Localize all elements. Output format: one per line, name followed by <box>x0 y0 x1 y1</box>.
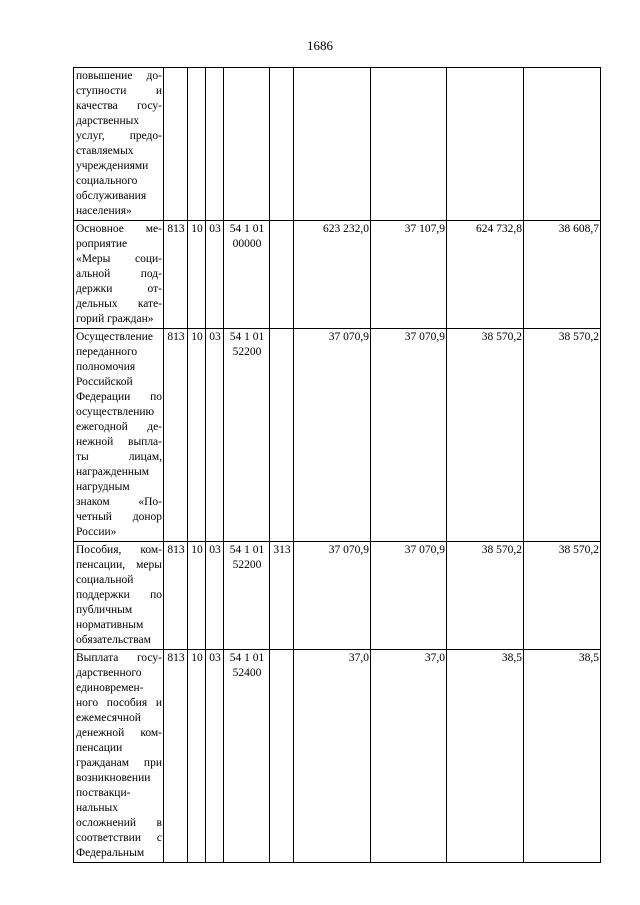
ministry-code-cell: 813 <box>164 542 188 650</box>
amount-cell-1: 37 070,9 <box>294 329 371 542</box>
amount-cell-3: 38,5 <box>447 650 524 863</box>
expense-type-cell: 313 <box>270 542 294 650</box>
subsection-code-cell: 03 <box>206 329 224 542</box>
ministry-code-cell: 813 <box>164 221 188 329</box>
amount-cell-2: 37,0 <box>371 650 447 863</box>
amount-cell-4: 38 570,2 <box>524 542 601 650</box>
ministry-code-cell: 813 <box>164 329 188 542</box>
budget-table <box>73 67 601 863</box>
target-article-cell <box>224 329 270 542</box>
section-code-cell <box>188 68 206 221</box>
target-article-part2: 52400 <box>232 667 262 679</box>
amount-cell-4: 38,5 <box>524 650 601 863</box>
target-article-part1: 54 1 01 <box>229 652 265 664</box>
target-article-cell <box>224 650 270 863</box>
row-name-cell: повышение до-ступности и качества госу-дарственных услуг, предо-ставляемых учреждениями социального обслуживания населения» <box>74 68 164 221</box>
row-name-cell: Пособия, ком-пенсации, меры социальной поддержки по публичным нормативным обязательствам <box>74 542 164 650</box>
subsection-code-cell <box>206 68 224 221</box>
expense-type-cell <box>270 221 294 329</box>
table-row <box>74 650 601 863</box>
row-name-cell: Основное ме-роприятие «Меры соци-альной под-держки от-дельных кате-горий граждан» <box>74 221 164 329</box>
table-row <box>74 221 601 329</box>
target-article-part2: 00000 <box>232 238 262 250</box>
target-article-cell <box>224 221 270 329</box>
target-article-part1: 54 1 01 <box>229 331 265 343</box>
amount-cell-3 <box>447 68 524 221</box>
target-article-cell <box>224 542 270 650</box>
target-article-part1: 54 1 01 <box>229 223 265 235</box>
page-number: 1686 <box>307 38 333 53</box>
section-code-cell: 10 <box>188 221 206 329</box>
table-row <box>74 329 601 542</box>
ministry-code-cell: 813 <box>164 650 188 863</box>
section-code-cell: 10 <box>188 542 206 650</box>
section-code-cell: 10 <box>188 329 206 542</box>
target-article-part1: 54 1 01 <box>229 544 265 556</box>
amount-cell-1: 623 232,0 <box>294 221 371 329</box>
expense-type-cell <box>270 68 294 221</box>
amount-cell-3: 624 732,8 <box>447 221 524 329</box>
target-article-part2: 52200 <box>232 559 262 571</box>
amount-cell-1: 37 070,9 <box>294 542 371 650</box>
section-code-cell: 10 <box>188 650 206 863</box>
subsection-code-cell: 03 <box>206 542 224 650</box>
amount-cell-2: 37 070,9 <box>371 542 447 650</box>
amount-cell-2 <box>371 68 447 221</box>
expense-type-cell <box>270 650 294 863</box>
ministry-code-cell <box>164 68 188 221</box>
amount-cell-4: 38 608,7 <box>524 221 601 329</box>
target-article-cell <box>224 68 270 221</box>
target-article-part2: 52200 <box>232 346 262 358</box>
table-row <box>74 542 601 650</box>
expense-type-cell <box>270 329 294 542</box>
amount-cell-2: 37 107,9 <box>371 221 447 329</box>
amount-cell-4 <box>524 68 601 221</box>
subsection-code-cell: 03 <box>206 221 224 329</box>
amount-cell-4: 38 570,2 <box>524 329 601 542</box>
amount-cell-3: 38 570,2 <box>447 329 524 542</box>
subsection-code-cell: 03 <box>206 650 224 863</box>
amount-cell-1: 37,0 <box>294 650 371 863</box>
amount-cell-3: 38 570,2 <box>447 542 524 650</box>
table-row <box>74 68 601 221</box>
amount-cell-2: 37 070,9 <box>371 329 447 542</box>
amount-cell-1 <box>294 68 371 221</box>
row-name-cell: Осуществление переданного полномочия Российской Федерации по осуществлению ежегодной де-нежной выпла-ты лицам, награжденным нагрудным знаком «По-четный донор России» <box>74 329 164 542</box>
row-name-cell: Выплата госу-дарственного единовремен-ного пособия и ежемесячной денежной ком-пенсации гражданам при возникновении поствакци-нальных осложнений в соответствии с Федеральным <box>74 650 164 863</box>
